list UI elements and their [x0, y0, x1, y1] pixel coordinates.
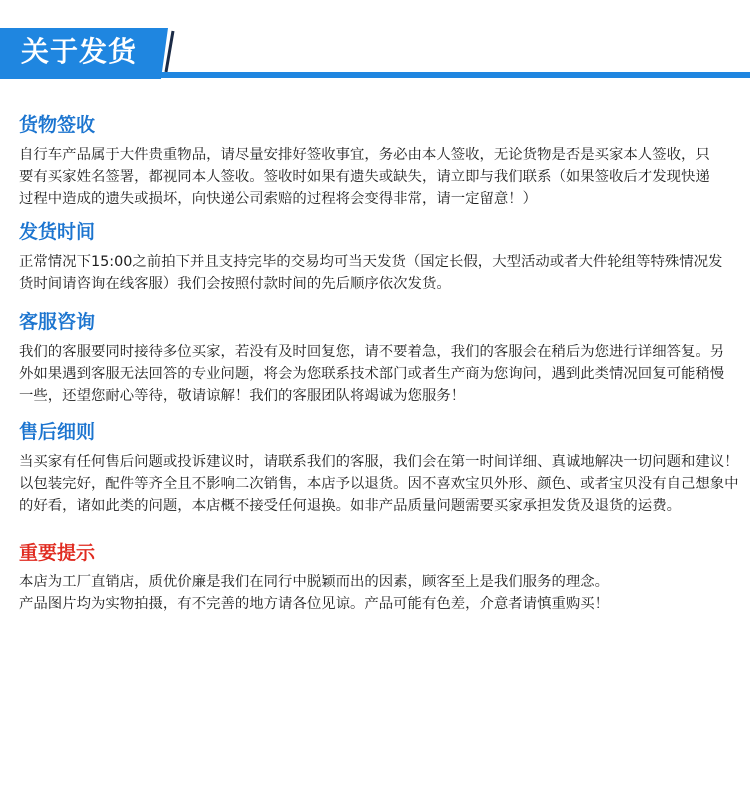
section-line: 外如果遇到客服无法回答的专业问题，将会为您联系技术部门或者生产商为您询问，遇到此类情况回复可能稍慢 — [19, 366, 725, 382]
section-line: 的好看，诸如此类的问题，本店概不接受任何退换。如非产品质量问题需要买家承担发货及退货的运费。 — [19, 498, 681, 514]
section-heading-after-sales: 售后细则 — [19, 421, 96, 443]
section-line: 以包装完好，配件等齐全且不影响二次销售，本店予以退货。因不喜欢宝贝外形、颜色、或者宝贝没有自己想象中 — [19, 476, 739, 492]
section-heading-customer-service: 客服咨询 — [19, 311, 96, 333]
section-line: 要有买家姓名签署，都视同本人签收。签收时如果有遗失或缺失，请立即与我们联系（如果签收后才发现快递 — [19, 169, 710, 185]
section-after-sales — [19, 421, 748, 517]
section-line: 自行车产品属于大件贵重物品，请尽量安排好签收事宜，务必由本人签收，无论货物是否是买家本人签收，只 — [19, 147, 710, 163]
header-banner — [0, 0, 750, 90]
banner-stripe — [166, 31, 173, 72]
section-heading-shipping-time: 发货时间 — [19, 221, 96, 243]
page-title: 关于发货 — [21, 35, 138, 68]
section-line: 过程中造成的遗失或损坏，向快递公司索赔的过程将会变得非常，请一定留意！） — [19, 191, 538, 207]
section-heading-important-notice: 重要提示 — [19, 542, 96, 564]
section-heading-goods-receipt: 货物签收 — [19, 114, 96, 136]
section-important-notice — [19, 542, 748, 615]
section-line: 产品图片均为实物拍摄，有不完善的地方请各位见谅。产品可能有色差，介意者请慎重购买！ — [19, 596, 610, 612]
section-line: 当买家有任何售后问题或投诉建议时，请联系我们的客服，我们会在第一时间详细、真诚地解决一切问题和建议！ — [19, 454, 739, 470]
section-line: 货时间请咨询在线客服）我们会按照付款时间的先后顺序依次发货。 — [19, 276, 451, 292]
section-line: 我们的客服要同时接待多位买家，若没有及时回复您，请不要着急，我们的客服会在稍后为您进行详细答复。另 — [19, 344, 725, 360]
section-line: 一些，还望您耐心等待，敬请谅解！我们的客服团队将竭诚为您服务！ — [19, 388, 466, 404]
section-customer-service — [19, 311, 748, 407]
section-line: 正常情况下15:00之前拍下并且支持完毕的交易均可当天发货（国定长假，大型活动或者大件轮组等特殊情况发 — [19, 254, 723, 270]
section-goods-receipt — [19, 114, 748, 210]
section-line: 本店为工厂直销店，质优价廉是我们在同行中脱颖而出的因素，顾客至上是我们服务的理念。 — [19, 574, 610, 590]
banner-underline — [160, 72, 750, 78]
section-shipping-time — [19, 221, 748, 295]
